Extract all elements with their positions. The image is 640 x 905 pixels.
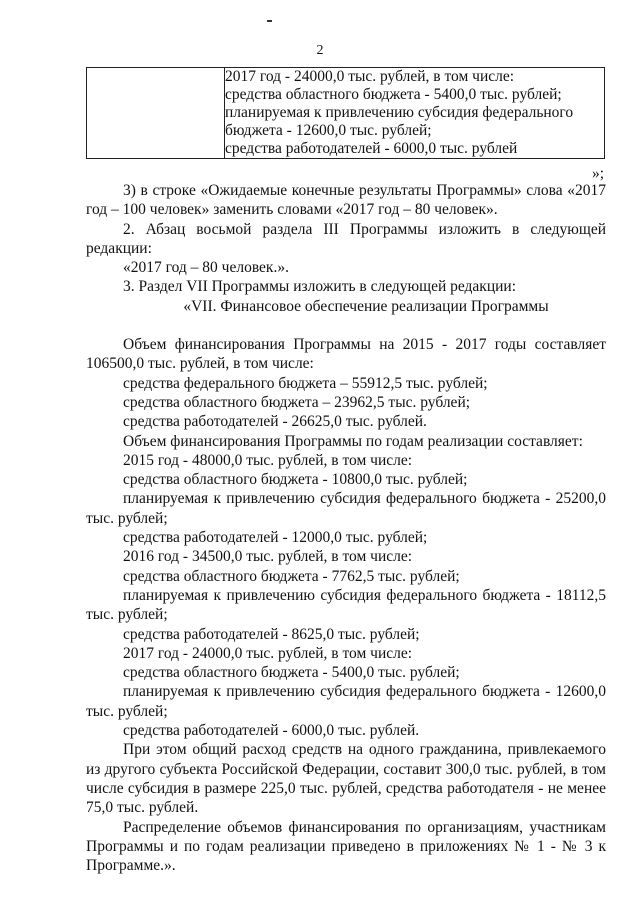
paragraph: Распределение объемов финансирования по организациям, участникам Программы и по годам реализации приведено в приложениях № 1 - № 3 к Программе.».: [86, 818, 606, 875]
paragraph: средства работодателей - 26625,0 тыс. рублей.: [123, 413, 427, 431]
paragraph: «2017 год – 80 человек.».: [123, 259, 289, 277]
paragraph: средства областного бюджета - 7762,5 тыс. рублей;: [123, 567, 460, 585]
paragraph: 3) в строке «Ожидаемые конечные результаты Программы» слова «2017 год – 100 человек» заменить словами «2017 год – 80 человек».: [86, 182, 606, 219]
closing-quote: »;: [591, 165, 604, 182]
paragraph: 2016 год - 34500,0 тыс. рублей, в том числе:: [123, 548, 413, 566]
section-title: «VII. Финансовое обеспечение реализации Программы: [183, 297, 549, 315]
table-row: [87, 68, 605, 159]
paragraph: планируемая к привлечению субсидия федерального бюджета - 12600,0 тыс. рублей;: [86, 683, 606, 720]
paragraph: средства областного бюджета – 23962,5 тыс. рублей;: [123, 393, 471, 411]
table-line: средства областного бюджета - 5400,0 тыс. рублей;: [225, 86, 562, 103]
scan-mark: [267, 20, 272, 22]
paragraph: 2015 год - 48000,0 тыс. рублей, в том числе:: [123, 451, 413, 469]
table-cell-funding: [225, 68, 605, 159]
paragraph: 2. Абзац восьмой раздела III Программы изложить в следующей редакции:: [86, 220, 606, 257]
paragraph: Объем финансирования Программы по годам реализации составляет:: [123, 432, 583, 450]
paragraph: средства работодателей - 6000,0 тыс. рублей.: [123, 722, 420, 740]
paragraph: средства федерального бюджета – 55912,5 тыс. рублей;: [123, 374, 488, 392]
paragraph: 2017 год - 24000,0 тыс. рублей, в том числе:: [123, 644, 413, 662]
program-table: [86, 67, 605, 159]
table-cell-empty: [87, 68, 225, 159]
table-line: 2017 год - 24000,0 тыс. рублей, в том числе:: [225, 68, 515, 85]
paragraph: Объем финансирования Программы на 2015 - 2017 годы составляет 106500,0 тыс. рублей, в том числе:: [86, 336, 606, 373]
paragraph: средства работодателей - 8625,0 тыс. рублей;: [123, 625, 420, 643]
document-body: [86, 181, 606, 875]
paragraph: 3. Раздел VII Программы изложить в следующей редакции:: [123, 278, 517, 296]
paragraph: средства областного бюджета - 10800,0 тыс. рублей;: [123, 471, 468, 489]
paragraph: планируемая к привлечению субсидия федерального бюджета - 25200,0 тыс. рублей;: [86, 490, 606, 527]
paragraph: При этом общий расход средств на одного гражданина, привлекаемого из другого субъекта Российской Федерации, составит 300,0 тыс. рублей, в том числе субсидия в размере 225,0 тыс. рублей, средства работодателя - не менее 75,0 тыс. рублей.: [86, 741, 606, 817]
paragraph: планируемая к привлечению субсидия федерального бюджета - 18112,5 тыс. рублей;: [86, 586, 606, 624]
table-line: бюджета - 12600,0 тыс. рублей;: [225, 122, 432, 139]
table-line: планируемая к привлечению субсидия федерального: [225, 104, 574, 121]
table-line: средства работодателей - 6000,0 тыс. рублей: [225, 140, 518, 157]
paragraph: средства работодателей - 12000,0 тыс. рублей;: [123, 529, 428, 547]
page-number: 2: [316, 43, 324, 58]
spacer: [86, 316, 606, 335]
paragraph: средства областного бюджета - 5400,0 тыс. рублей;: [123, 664, 460, 682]
